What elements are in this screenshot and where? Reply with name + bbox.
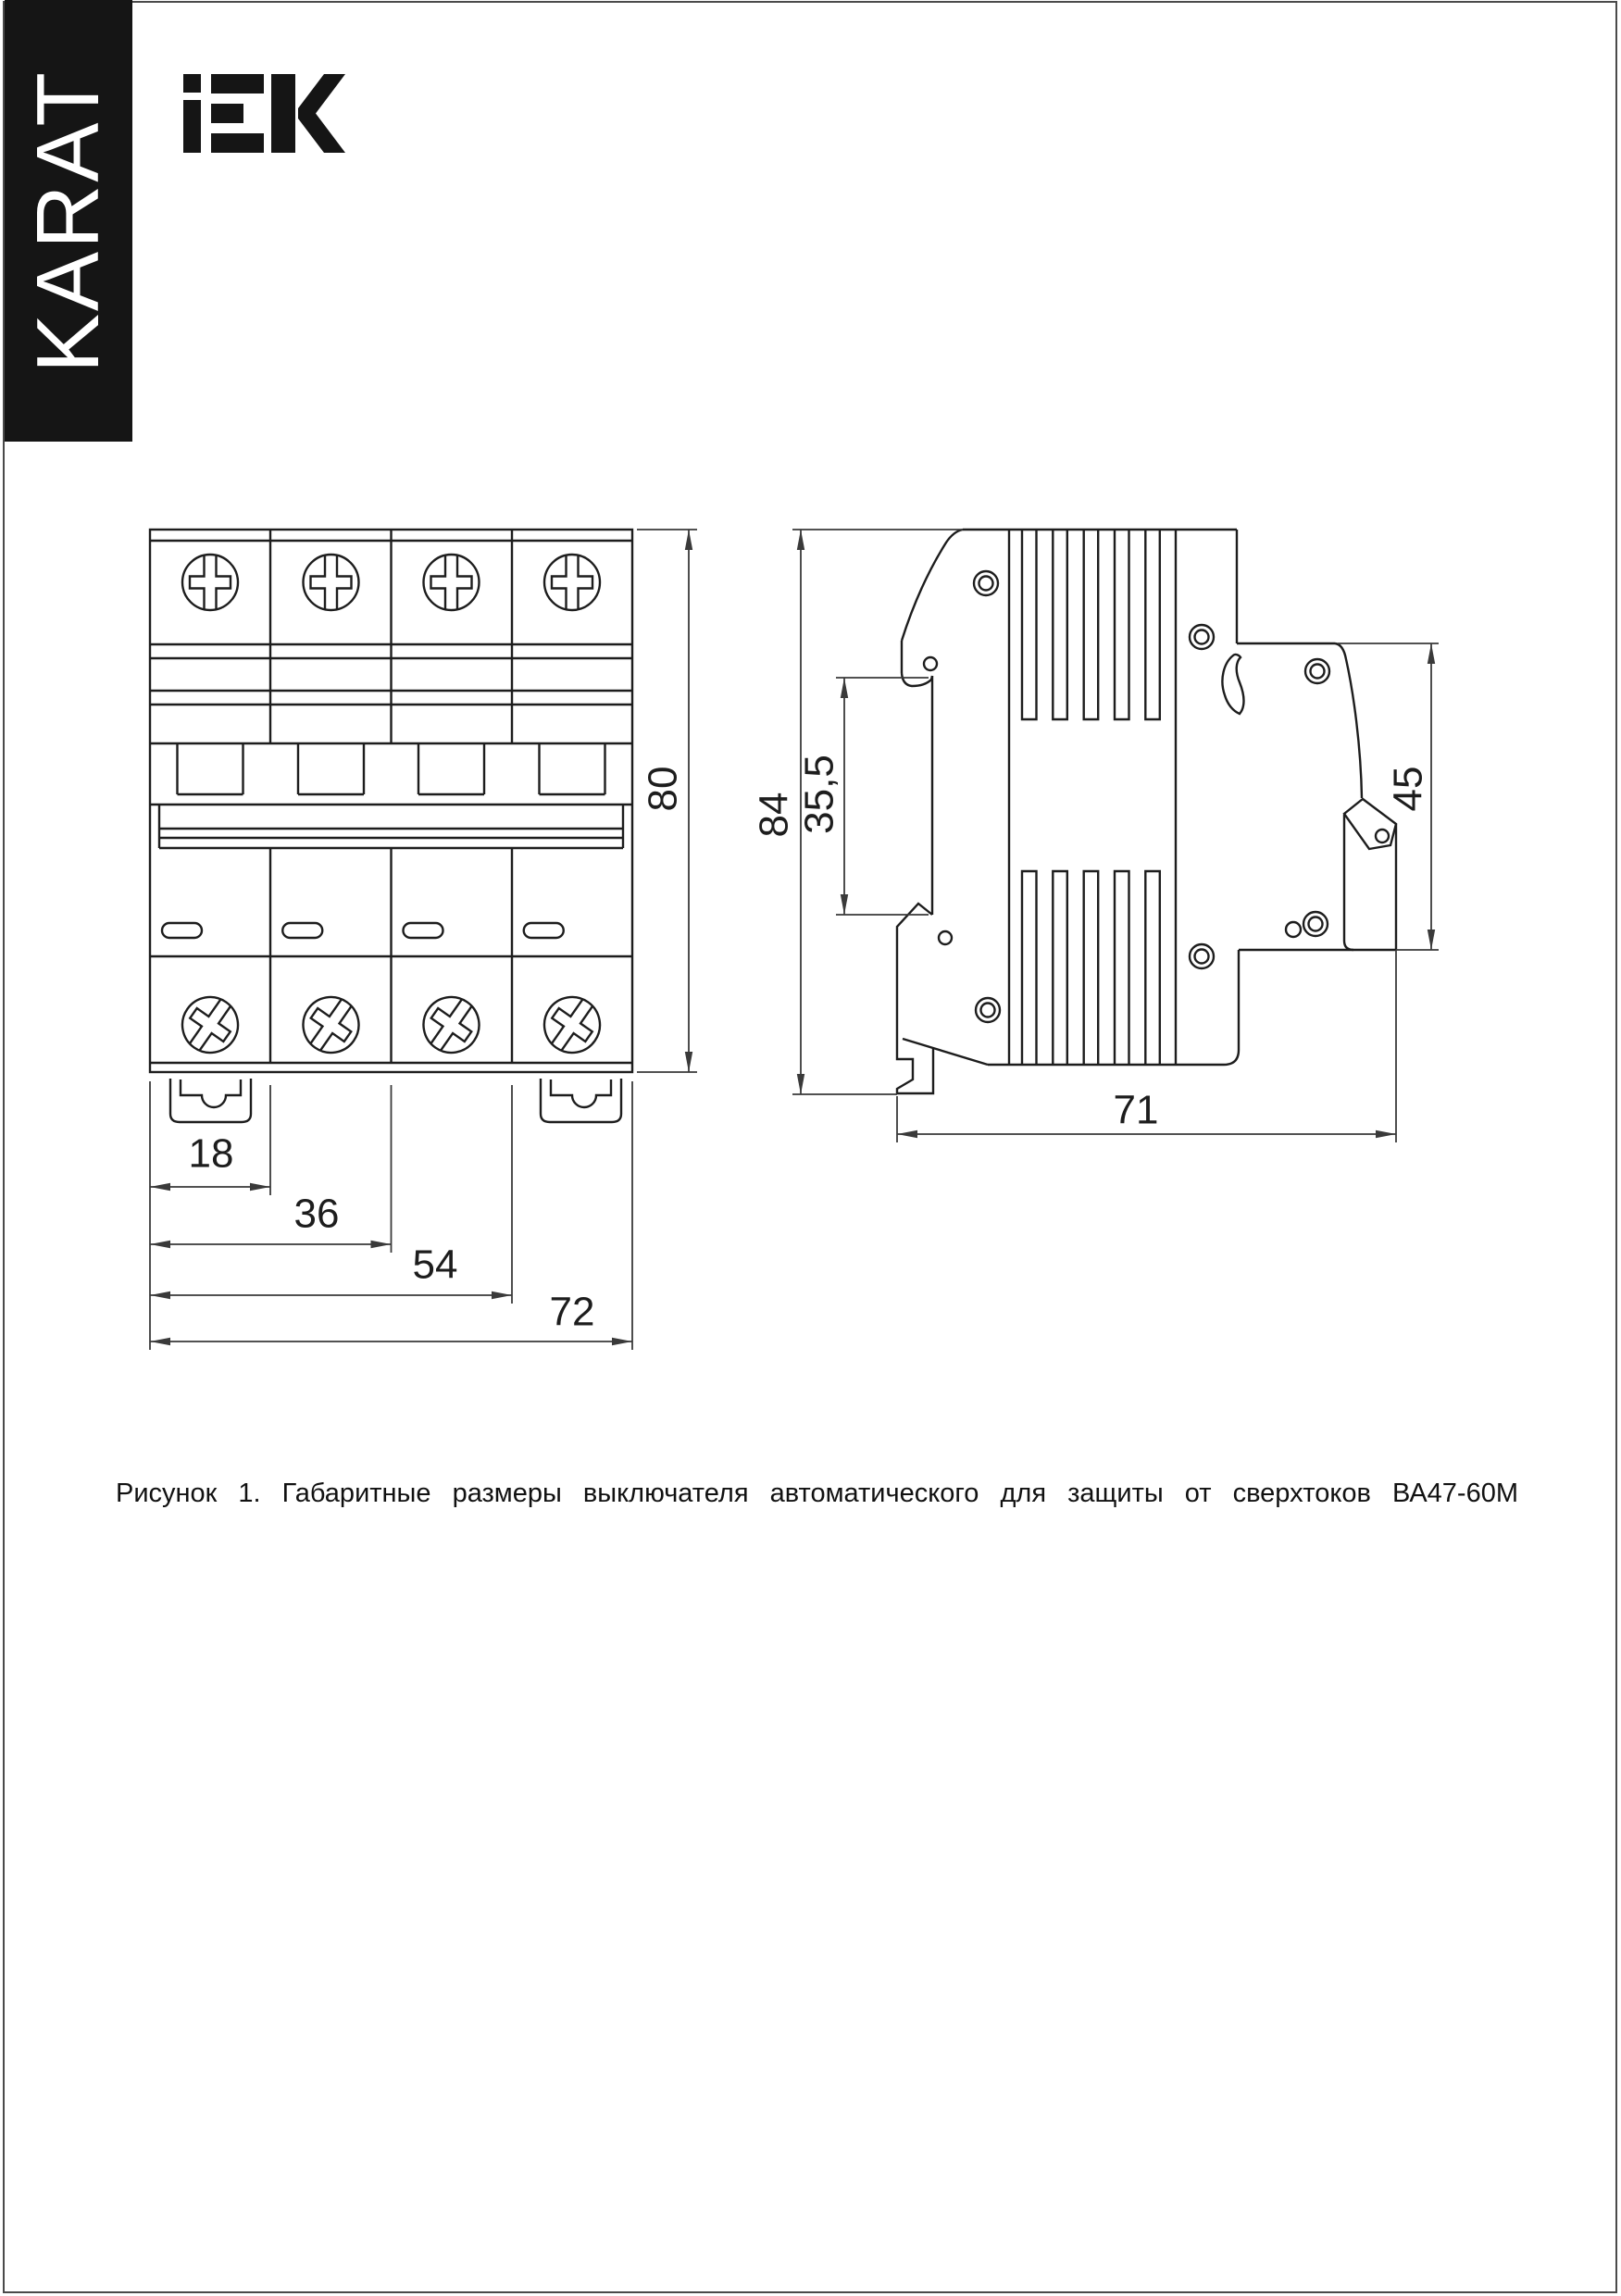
dim-width-36: 36 <box>293 1191 340 1237</box>
dim-height-80: 80 <box>640 766 686 812</box>
dim-width-54: 54 <box>412 1242 458 1288</box>
front-view-drawing <box>150 530 632 1122</box>
figure-caption: Рисунок 1. Габаритные размеры выключателя автоматического для защиты от сверхтоков ВА47-60М <box>116 1479 1518 1508</box>
karat-banner-label: KARAT <box>19 69 118 373</box>
dim-width-72: 72 <box>549 1289 595 1335</box>
dim-front-45: 45 <box>1385 766 1431 812</box>
dim-depth-71: 71 <box>1113 1087 1159 1133</box>
dim-recess-35-5: 35,5 <box>796 755 842 834</box>
dim-height-84: 84 <box>751 792 797 838</box>
side-view-drawing <box>897 530 1396 1093</box>
dim-width-18: 18 <box>188 1130 234 1177</box>
